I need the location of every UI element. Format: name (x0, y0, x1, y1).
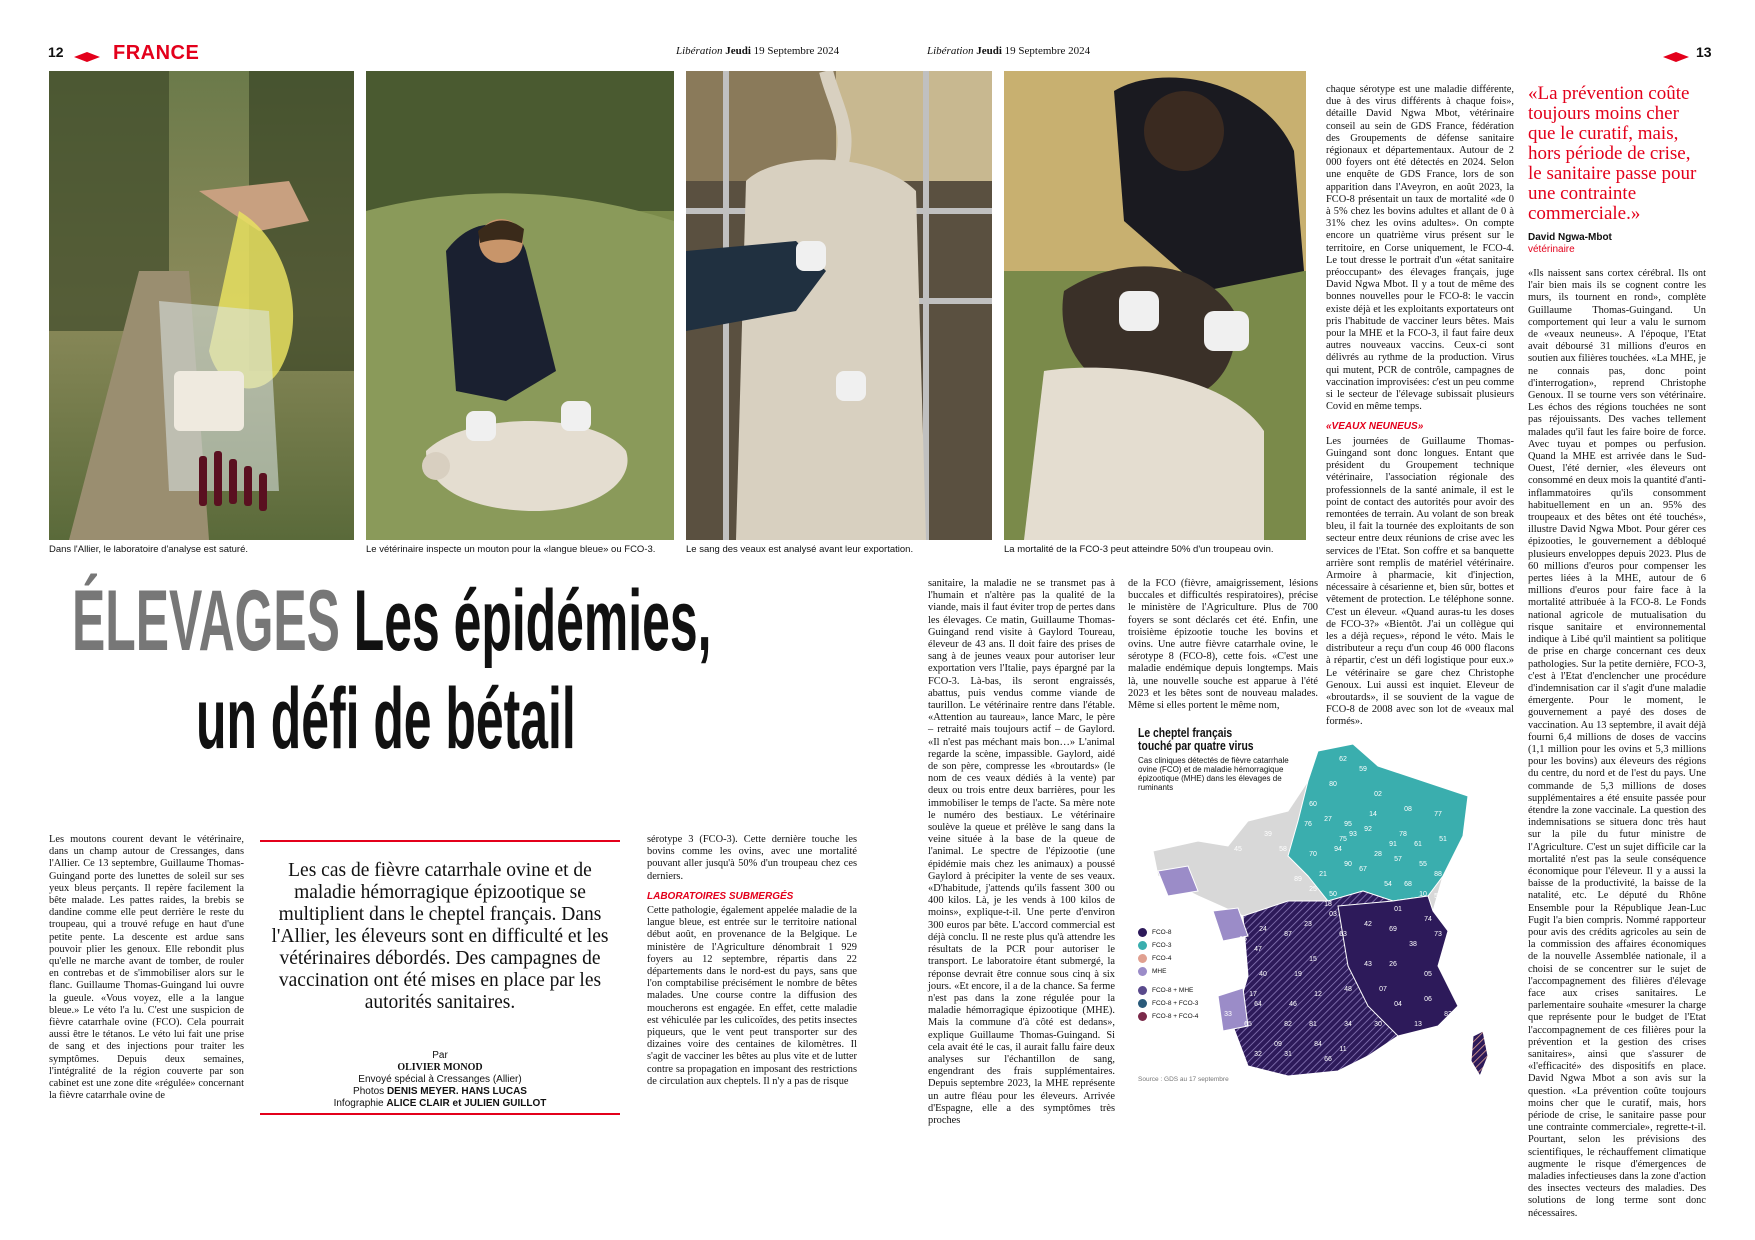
pull-quote-text: «La prévention coûte toujours moins cher que le curatif, mais, hors période de crise, le sanitaire passe pour une contrainte commerciale.» (1528, 83, 1697, 224)
department-label: 52 (1434, 893, 1442, 900)
department-label: 13 (1414, 1021, 1422, 1028)
department-label: 76 (1304, 821, 1312, 828)
department-label: 27 (1324, 816, 1332, 823)
department-label: 82 (1284, 1021, 1292, 1028)
pull-quote (1528, 84, 1708, 256)
photo-vet-sheep (366, 71, 674, 540)
department-label: 68 (1404, 881, 1412, 888)
department-label: 61 (1414, 841, 1422, 848)
body-column-6: «Ils naissent sans cortex cérébral. Ils ont l'air bien mais ils se cognent contre les murs, ils tournent en rond», complète Guillaume Thomas-Guingand. Un comportement qui leur a valu le surnom de «veaux neuneus». A l'époque, l'Etat avait déboursé 31 millions d'euros en soutien aux filières touchées. «La MHE, je ne connais pas, donc point d'interrogation», reprend Christophe Genoux. Il se tourne vers son vétérinaire. Les échos des régions touchées ne sont pas réjouissants. Des vaches tellement malades qu'il faut les faire boire de force. Avec tuyau et pompes ou perfusion. Quand la MHE est arrivée dans le Sud-Ouest, l'été dernier, «les éleveurs ont consommé en deux mois la quantité d'anti-inflammatoires qu'ils consomment habituellement en un an. 95% des troupeaux et des bêtes ont été touchés», illustre David Ngwa Mbot. Pour gérer ces épizooties, le gouvernement a débloqué plusieurs enveloppes depuis 2023. Plus de 60 millions d'euros pour compenser les pertes liées à la MHE, autour de 6 millions d'euros pour faire face à la mortalité attribuée à la FCO-8. Le Fonds national agricole de mutualisation du risque sanitaire et environnemental indique à Libé qu'il maintient sa politique de prise en charge concernant ces deux pathologies. Sur la petite dernière, FCO-3, c'est à l'Etat d'enclencher une procédure d'indemnisation car il s'agit d'une maladie émergente. Pour le moment, le gouvernement a payé des doses de vaccination. Au 13 septembre, il avait déjà fourni 6,4 millions de doses de vaccins (1,1 million pour les ovins et 5,3 millions pour les bovins) aux éleveurs des régions du centre, du nord et de l'est du pays. Une commande de 5,3 millions de doses supplémentaires a été ensuite passée pour étendre la zone vaccinale. La question des indemnisations se situera donc très haut sur la pile du futur ministre de l'Agriculture. C'est un sujet difficile car la mortalité n'est pas la seule conséquence économique pour l'éleveur. Il y a aussi la baisse de la productivité, la baisse de la natalité, etc. Le député du Rhône Ensemble pour la République Jean-Luc Fugit l'a bien compris. Nommé rapporteur pour avis des crédits agricoles au sein de la commission des affaires économiques de la nouvelle Assemblée nationale, il a choisi de se concentrer sur le sujet de l'accompagnement des filières d'élevage face aux crises sanitaires. Le parlementaire souhaite «mesurer la charge que représente pour le budget de l'Etat l'accompagnement de ces filières pour la prévention et la gestion des crises sanitaires», ainsi que s'assurer de «l'efficacité» des dispositifs en place. David Ngwa Mbot a son avis sur la question. «La prévention coûte toujours moins cher que le curatif, mais, hors période de crise, le sanitaire passe pour une contrainte commerciale», regrette-t-il. Pourtant, selon les prévisions des scientifiques, le réchauffement climatique augmente le risque d'émergences de maladies infectieuses dans la zone d'action des insectes vecteurs des maladies. Des solutions de long terme sont donc nécessaires. (1528, 268, 1706, 1219)
department-label: 57 (1394, 856, 1402, 863)
lede-bottom-rule (260, 1113, 620, 1115)
pull-quote-role: vétérinaire (1528, 244, 1575, 255)
department-label: 38 (1409, 941, 1417, 948)
headline-line-1 (72, 573, 712, 669)
department-label: 12 (1314, 991, 1322, 998)
map-legend (1138, 926, 1198, 1023)
department-label: 03 (1329, 911, 1337, 918)
department-label: 80 (1329, 781, 1337, 788)
legend-fco8: FCO-8 (1138, 926, 1198, 939)
department-label: 50 (1329, 891, 1337, 898)
department-label: 01 (1394, 906, 1402, 913)
photo-lab-samples (49, 71, 354, 540)
department-label: 95 (1344, 821, 1352, 828)
infographic-authors: ALICE CLAIR et JULIEN GUILLOT (386, 1098, 547, 1109)
department-label: 62 (1339, 756, 1347, 763)
body-column-1: Les moutons courent devant le vétérinaire, dans un champ autour de Cressanges, dans l'Allier. Ce 13 septembre, Guillaume Thomas-Guingand porte des lunettes de soleil sur ses yeux bleus perçants. Il repère facilement la bête malade. Les pattes raides, la brebis se dandine comme elle peut derrière le reste du troupeau, qui a trouvé refuge en haut d'une petite pente. La descente est ardue sans pouvoir plier les genoux. Elle rebondit plus qu'elle ne marche avant de tomber, de rouler en contrebas et de s'immobiliser alors sur le flanc. Guillaume Thomas-Guingand lui ouvre la gueule. «Vous voyez, elle a la langue bleue.» Le véto l'a lu. C'est une suspicion de fièvre catarrhale ovine (FCO). Cela pourrait aussi être le tétanos. Le véto lui fait une prise de sang et des injections pour traiter les symptômes. Depuis deux semaines, l'intégralité de la région couverte par son cabinet est une zone dite «régulée» concernant la fièvre catarrhale ovine de (49, 834, 244, 1102)
map-source: Source : GDS au 17 septembre (1138, 1076, 1229, 1083)
department-label: 21 (1319, 871, 1327, 878)
department-label: 88 (1434, 871, 1442, 878)
department-label: 73 (1434, 931, 1442, 938)
department-label: 09 (1274, 1041, 1282, 1048)
headline-main-2: un défi de bétail (196, 671, 576, 767)
subhead-laboratoires: LABORATOIRES SUBMERGÉS (647, 890, 794, 902)
department-label: 75 (1339, 836, 1347, 843)
department-label: 02 (1374, 791, 1382, 798)
photo-calf-blood-sample (686, 71, 992, 540)
right-section-arrow-icon (1663, 47, 1689, 66)
department-label: 64 (1254, 1001, 1262, 1008)
department-label: 26 (1389, 961, 1397, 968)
department-label: 43 (1364, 961, 1372, 968)
photo-sheep-mouth (1004, 71, 1306, 540)
department-label: 55 (1419, 861, 1427, 868)
department-label: 87 (1284, 931, 1292, 938)
department-label: 07 (1379, 986, 1387, 993)
department-label: 32 (1254, 1051, 1262, 1058)
byline: Par OLIVIER MONOD Envoyé spécial à Cressanges (Allier) Photos DENIS MEYER. HANS LUCAS Infographie ALICE CLAIR et JULIEN GUILLOT (260, 1050, 620, 1110)
department-label: 91 (1389, 841, 1397, 848)
department-label: 33 (1224, 1011, 1232, 1018)
france-map-svg (1138, 726, 1520, 1086)
section-label: FRANCE (113, 42, 200, 64)
headline-kicker: ÉLEVAGES (72, 573, 340, 669)
department-label: 67 (1359, 866, 1367, 873)
department-label: 77 (1434, 811, 1442, 818)
department-label: 51 (1439, 836, 1447, 843)
department-label: 18 (1324, 901, 1332, 908)
legend-fco4: FCO-4 (1138, 952, 1198, 965)
department-label: 25 (1309, 886, 1317, 893)
left-page-number: 12 (48, 44, 64, 60)
body-column-2: sérotype 3 (FCO-3). Cette dernière touche les bovins comme les ovins, avec une mortalité pouvant aller jusqu'à 50% d'un troupeau chez ces derniers. LABORATOIRES SUBMERGÉS Cette pathologie, également appelée maladie de la langue bleue, est entrée sur le territoire national début août, en provenance de la Belgique. Le ministère de l'Agriculture dénombrait 1 929 foyers au 12 septembre, répartis dans 22 départements dans le nord-est du pays, sans que l'on comptabilise précisément le nombre de bêtes malades. Une course contre la diffusion des moucherons est engagée. En effet, cette maladie est véhiculée par les culicoïdes, des petits insectes piqueurs, que le vent peut transporter sur des dizaines voire des centaines de kilomètres. Il s'agit de vacciner les bêtes au plus vite et de lutter contre sa propagation en imposant des restrictions de circulation aux cheptels. Il n'y a pas de risque (647, 834, 857, 1087)
department-label: 93 (1349, 831, 1357, 838)
photo-caption-4: La mortalité de la FCO-3 peut atteindre 50% d'un troupeau ovin. (1004, 544, 1274, 555)
department-label: 28 (1374, 851, 1382, 858)
right-page-number: 13 (1696, 44, 1712, 60)
department-label: 47 (1254, 946, 1262, 953)
map-title-line-1: Le cheptel français (1138, 725, 1233, 740)
department-label: 11 (1339, 1046, 1347, 1053)
photo-caption-1: Dans l'Allier, le laboratoire d'analyse est saturé. (49, 544, 249, 555)
legend-fco8-fco4: FCO-8 + FCO-4 (1138, 1010, 1198, 1023)
department-label: 89 (1294, 876, 1302, 883)
department-label: 10 (1419, 891, 1427, 898)
department-label: 17 (1249, 991, 1257, 998)
department-label: 15 (1309, 956, 1317, 963)
department-label: 65 (1244, 1021, 1252, 1028)
legend-mhe: MHE (1138, 965, 1198, 978)
department-label: 23 (1304, 921, 1312, 928)
legend-fco8-mhe: FCO-8 + MHE (1138, 984, 1198, 997)
right-dateline: Libération Jeudi 19 Septembre 2024 (927, 45, 1091, 57)
department-label: 90 (1344, 861, 1352, 868)
department-label: 63 (1339, 931, 1347, 938)
department-label: 92 (1364, 826, 1372, 833)
department-label: 48 (1344, 986, 1352, 993)
department-label: 42 (1364, 921, 1372, 928)
department-label: 69 (1389, 926, 1397, 933)
department-label: 45 (1234, 846, 1242, 853)
department-label: 19 (1294, 971, 1302, 978)
photo-caption-2: Le vétérinaire inspecte un mouton pour la «langue bleue» ou FCO-3. (366, 544, 656, 555)
lede-top-rule (260, 840, 620, 842)
department-label: 05 (1424, 971, 1432, 978)
author-name: OLIVIER MONOD (397, 1062, 483, 1073)
department-label: 34 (1344, 1021, 1352, 1028)
department-label: 30 (1374, 1021, 1382, 1028)
headline-main-1: Les épidémies, (353, 573, 712, 669)
department-label: 66 (1324, 1056, 1332, 1063)
map-title-line-2: touché par quatre virus (1138, 738, 1254, 753)
department-label: 74 (1424, 916, 1432, 923)
department-label: 78 (1399, 831, 1407, 838)
legend-fco8-fco3: FCO-8 + FCO-3 (1138, 997, 1198, 1010)
department-label: 14 (1369, 811, 1377, 818)
department-label: 86 (1229, 956, 1237, 963)
department-label: 46 (1289, 1001, 1297, 1008)
body-column-5: chaque sérotype est une maladie différente, due à des virus différents à chaque fois», détaille David Ngwa Mbot, vétérinaire conseil au sein de GDS France, fédération des Groupements de défense sanitaire régionaux et départementaux. Autour de 2 000 foyers ont été détectés en 2024. Selon une enquête de GDS France, lors de son apparition dans l'Aveyron, en août 2023, la FCO-8 présentait un taux de mortalité «de 0 à 5% chez les bovins adultes et allant de 0 à 31% chez les ovins adultes». On compte encore un quatrième virus présent sur le territoire, en Corse uniquement, le FCO-4. Le tout dresse le portrait d'un «état sanitaire préoccupant» des élevages français, juge David Ngwa Mbot. Il y a tout de même des bonnes nouvelles pour le FCO-8: le vaccin existe déjà et les exploitants exportateurs ont pris l'habitude de vacciner leurs bêtes. Mais pour la MHE et la FCO-3, il faut faire deux autres nouveaux vaccins. Ceux-ci sont délivrés au rythme de la production. Virus qui mutent, PCR de contrôle, campagnes de vaccination improvisées: c'est un peu comme si le secteur de l'élevage subissait plusieurs Covid en même temps. «VEAUX NEUNEUS» Les journées de Guillaume Thomas-Guingand sont donc longues. Entant que président du Groupement technique vétérinaire, l'association régionale des professionnels de la santé animale, il est le point de contact des autorités pour avoir des remontées de terrain. Au volant de son break bleu, il fait la tournée des exploitants de son secteur entre deux réunions de crise avec les services de l'Etat. Son coffre et sa banquette arrière sont remplis de matériel vétérinaire. Armoire à pharmacie, kit d'injection, nécessaire à césarienne et, bien sûr, bottes et vêtement de protection. Le téléphone sonne. C'est un éleveur. «Quand auras-tu les doses de FCO-3?» «Bientôt. J'ai un collègue qui les a déjà reçues», répond le véto. Mais le distributeur a reçu d'un coup 46 000 flacons à répartir, c'est un défi logistique pour eux.» Le vétérinaire se gare chez Christophe Genoux. Lui aussi est inquiet. Eleveur de «broutards», il se souvient de la vague de FCO-8 de 2008 avec son lot de «veaux mal formés». (1326, 84, 1514, 728)
department-label: 31 (1284, 1051, 1292, 1058)
department-label: 83 (1444, 1011, 1452, 1018)
body-column-3: sanitaire, la maladie ne se transmet pas à l'humain et n'altère pas la qualité de la viande, mais il faut éviter trop de pertes dans les élevages. Ce matin, Guillaume Thomas-Guingand rend visite à Gaylord Toureau, éleveur de 43 ans. Il doit faire des prises de sang à de jeunes veaux pour autoriser leur exportation vers l'Italie, pays épargné par la FCO-3. Là-bas, ils seront engraissés, abattus, puis vendus comme viande de taurillon. Le vétérinaire rentre dans l'étable. «Attention au taureau», lance Marc, le père – retraité mais toujours actif – de Gaylord. «Il n'est pas méchant mais bon…» L'animal regarde la scène, impassible. Gaylord, aidé de son père, compresse les «broutards» (le nom de ces veaux dédiés à la vente) par deux ou trois entre deux barrières, pour les immobiliser le temps de l'acte. Sa mère note le numéro des bestiaux. Le vétérinaire soulève la queue et prélève le sang dans la veine située à la base de la queue de l'animal. Le spectre de l'épizootie (une épidémie mais chez les animaux) a poussé Gaylord à précipiter la vente de ses veaux. «D'habitude, j'attends qu'ils fassent 300 ou 400 kilos. Là, je les vends à 100 kilos de moins», explique-t-il. Une perte d'environ 300 euros par bête. L'accord commercial est déjà conclu. Il ne reste plus qu'à attendre les résultats de la PCR pour autoriser le transport. Le laboratoire étant submergé, la réponse devrait être connue sous cinq à six jours. «Et encore, il a de la chance. Sa ferme n'est pas dans la zone régulée pour la maladie hémorragique épizootique (MHE). Mais la commune d'à côté est dedans», explique Guillaume Thomas-Guingand. Si cela avait été le cas, il aurait fallu faire deux analyses sur l'échantillon de sang, engendrant des frais supplémentaires. Depuis septembre 2023, la MHE représente un autre fléau pour les éleveurs. Arrivée d'Espagne, elle a des symptômes très proches (928, 578, 1115, 1126)
body-column-4: de la FCO (fièvre, amaigrissement, lésions buccales et difficultés respiratoires), précise le ministère de l'Agriculture. Plus de 700 foyers se sont déclarés cet été. Enfin, une troisième épizootie touche les bovins et ovins. Une autre fièvre catarrhale ovine, le sérotype 8 (FCO-8), cette fois. «C'est une maladie endémique depuis longtemps. Mais là, une nouvelle souche est apparue à l'été 2023 et les bêtes sont de nouveau malades. Même si elles portent le même nom, (1128, 578, 1318, 712)
department-label: 94 (1334, 846, 1342, 853)
department-label: 70 (1309, 851, 1317, 858)
department-label: 79 (1234, 981, 1242, 988)
department-label: 84 (1314, 1041, 1322, 1048)
infographic-map (1138, 726, 1520, 1086)
department-label: 59 (1359, 766, 1367, 773)
subhead-veaux-neuneus: «VEAUX NEUNEUS» (1326, 421, 1424, 433)
department-label: 06 (1424, 996, 1432, 1003)
department-label: 24 (1259, 926, 1267, 933)
department-label: 39 (1264, 831, 1272, 838)
photo-caption-3: Le sang des veaux est analysé avant leur exportation. (686, 544, 914, 555)
map-subtitle: Cas cliniques détectés de fièvre catarrhale ovine (FCO) et de maladie hémorragique épizootique (MHE) dans les élevages de ruminants (1138, 756, 1289, 792)
department-label: 16 (1239, 936, 1247, 943)
department-label: 04 (1394, 1001, 1402, 1008)
department-label: 81 (1309, 1021, 1317, 1028)
pull-quote-author: David Ngwa-Mbot (1528, 232, 1612, 243)
department-label: 40 (1259, 971, 1267, 978)
corsica (1471, 1031, 1488, 1076)
section-arrow-icon (74, 47, 100, 66)
legend-fco3: FCO-3 (1138, 939, 1198, 952)
department-label: 58 (1279, 846, 1287, 853)
left-dateline: Libération Jeudi 19 Septembre 2024 (676, 45, 840, 57)
lede-text: Les cas de fièvre catarrhale ovine et de maladie hémorragique épizootique se multiplient dans le cheptel français. Dans l'Allier, les éleveurs sont en difficulté et les vétérinaires débordés. Des campagnes de vaccination ont été mises en place par les autorités sanitaires. (271, 860, 609, 1013)
department-label: 54 (1384, 881, 1392, 888)
author-location: Envoyé spécial à Cressanges (Allier) (358, 1074, 522, 1085)
department-label: 60 (1309, 801, 1317, 808)
department-label: 08 (1404, 806, 1412, 813)
photographers: DENIS MEYER. HANS LUCAS (386, 1086, 527, 1097)
